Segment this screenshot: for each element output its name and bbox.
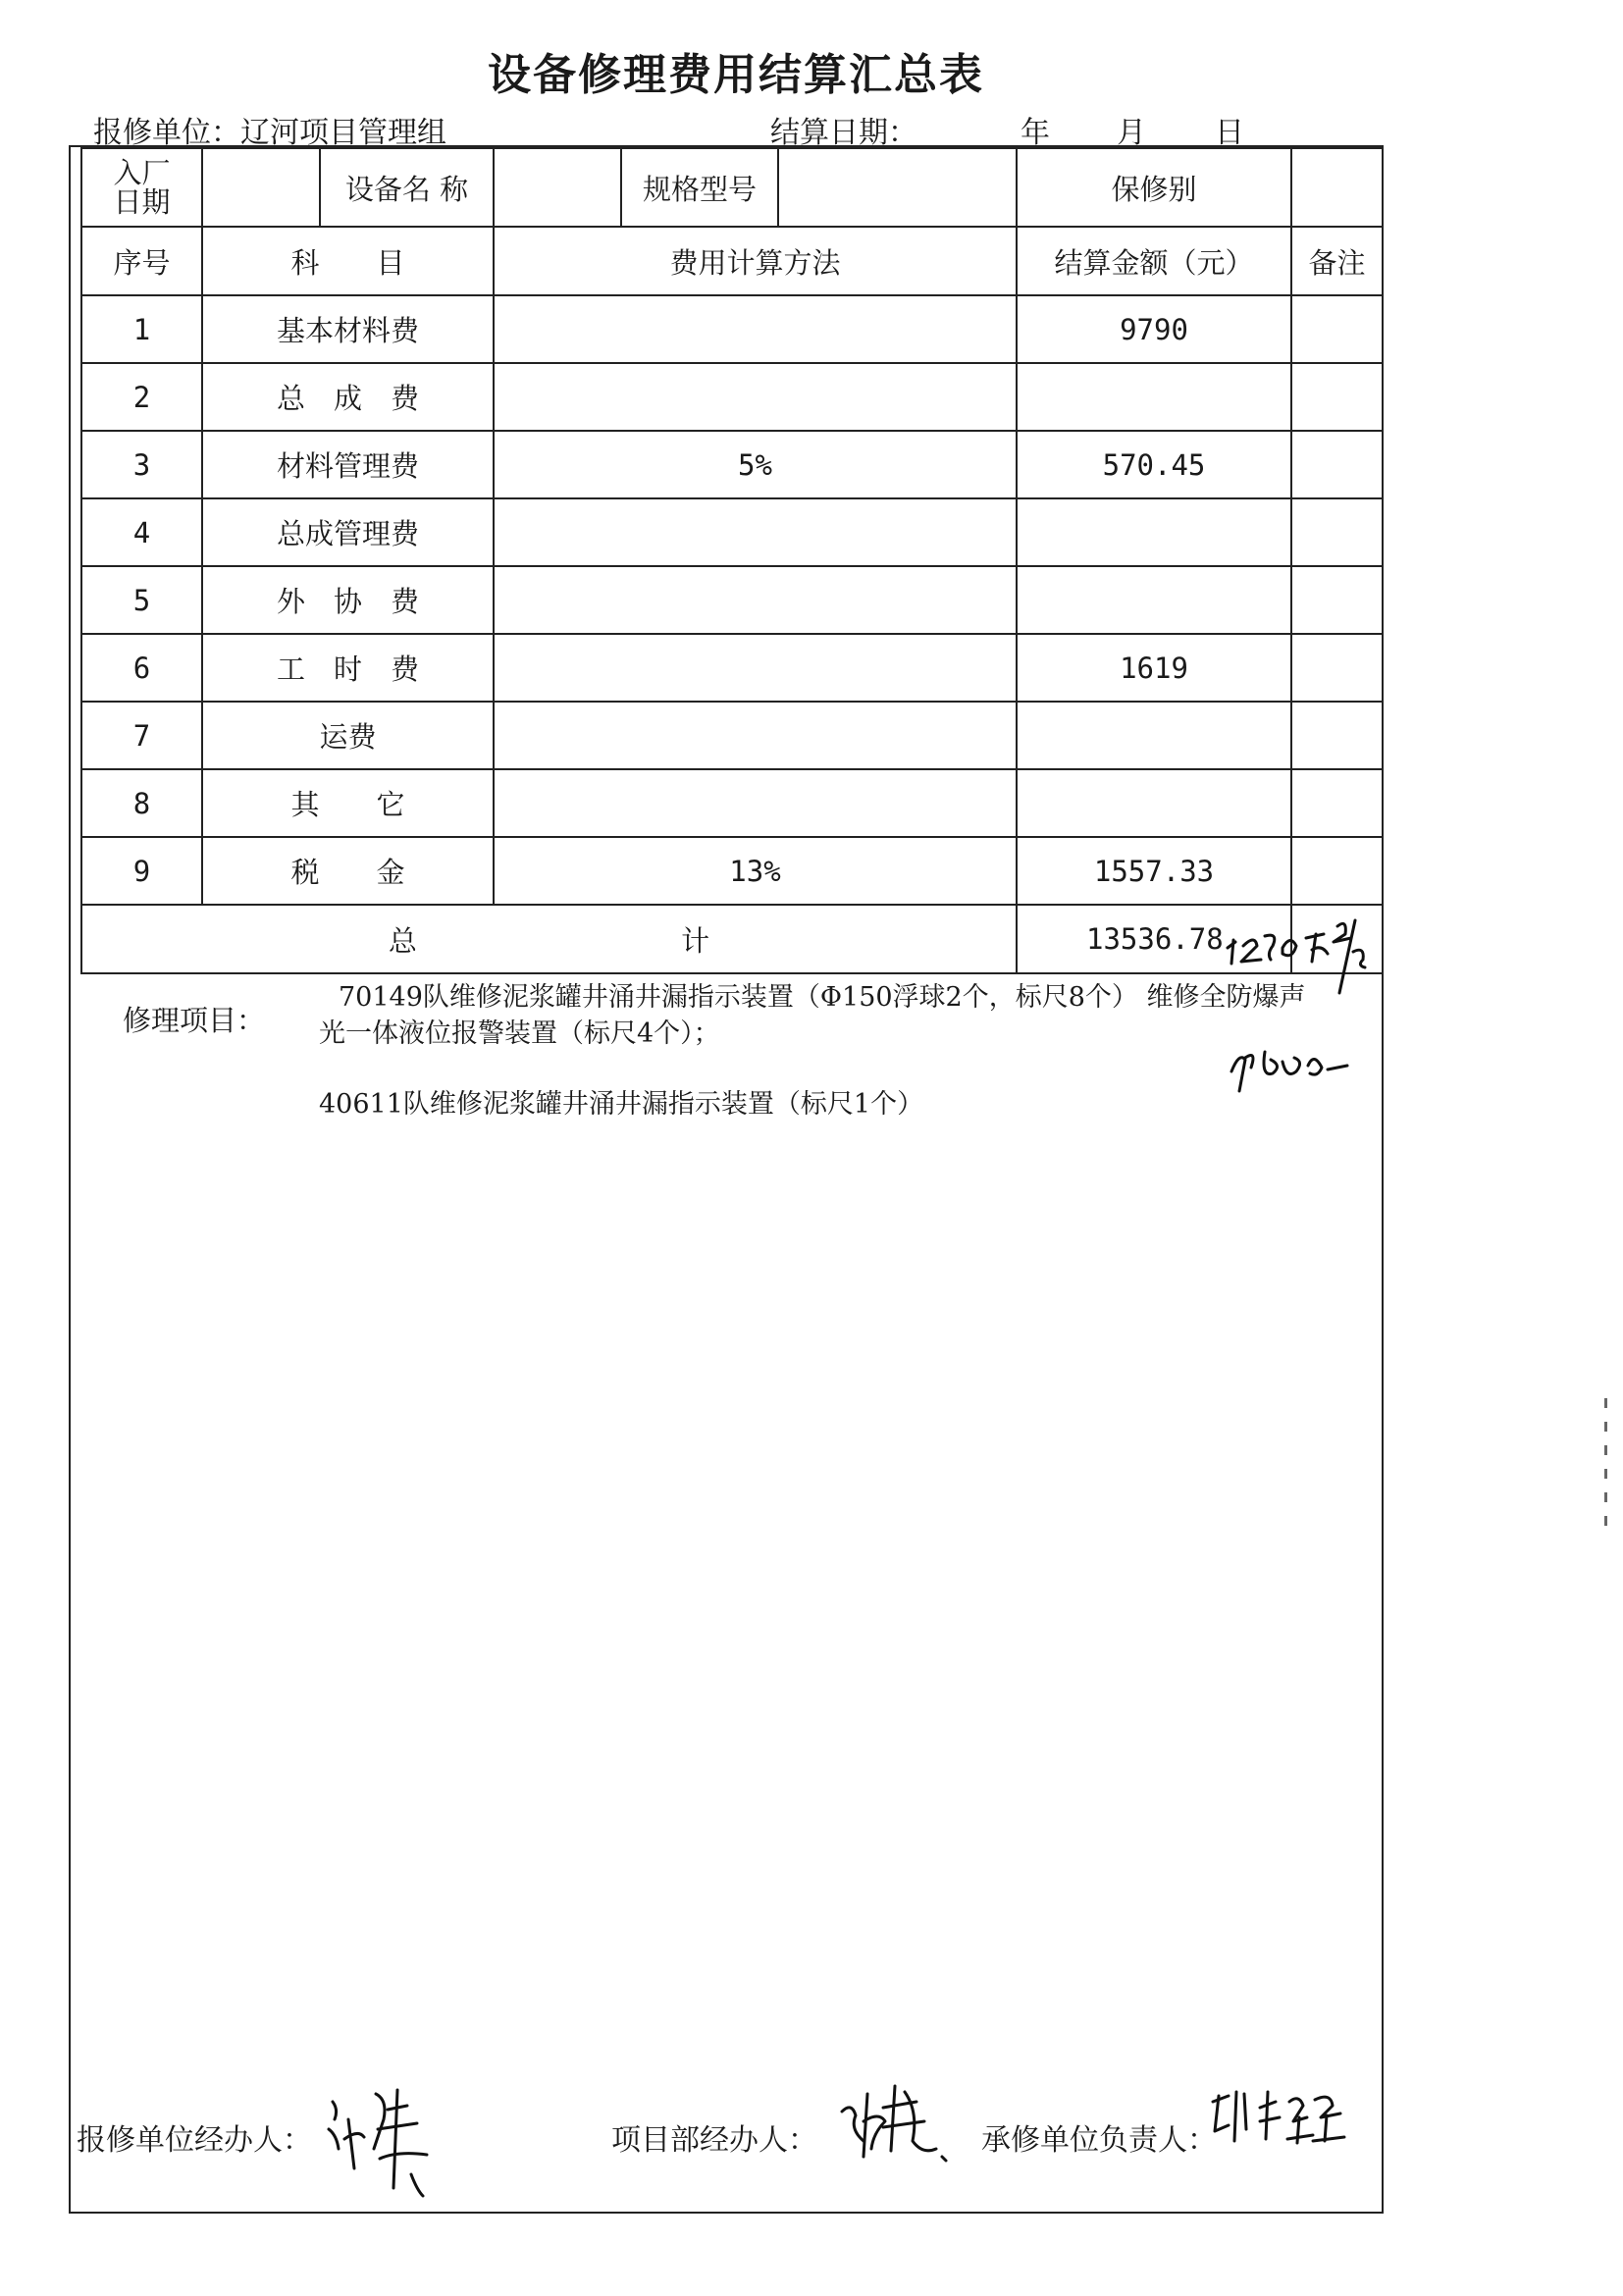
total-amount: 13536.78 — [1017, 905, 1291, 973]
document-title: 设备修理费用结算汇总表 — [488, 50, 984, 100]
row-amount: 1557.33 — [1017, 837, 1291, 905]
total-row — [81, 905, 1383, 973]
info-row — [81, 148, 1383, 227]
repair-items-label: 修理项目： — [123, 1004, 266, 1037]
row-no: 4 — [81, 498, 202, 566]
row-method — [494, 566, 1017, 634]
total-label — [81, 905, 1017, 973]
project-signature — [834, 2072, 971, 2180]
applicant-signature-label: 报修单位经办人： — [77, 2123, 312, 2158]
row-amount — [1017, 498, 1291, 566]
row-method: 13% — [494, 837, 1017, 905]
scan-edge-marks — [1604, 1398, 1608, 1539]
repair-item-line-3: 40611队维修泥浆罐井涌井漏指示装置（标尺1个） — [319, 1089, 924, 1120]
row-item: 其 它 — [202, 769, 494, 837]
date-month: 月 — [1117, 116, 1146, 150]
col-header-note: 备注 — [1291, 227, 1383, 295]
row-method — [494, 363, 1017, 431]
row-amount — [1017, 769, 1291, 837]
table-row — [81, 431, 1383, 498]
row-item: 总成管理费 — [202, 498, 494, 566]
handwritten-annotation — [1222, 905, 1384, 1101]
row-amount: 570.45 — [1017, 431, 1291, 498]
row-no: 1 — [81, 295, 202, 363]
row-note — [1291, 837, 1383, 905]
contractor-signature-label: 承修单位负责人： — [981, 2123, 1217, 2158]
row-no: 5 — [81, 566, 202, 634]
row-note — [1291, 431, 1383, 498]
total-label-a: 总 — [388, 923, 417, 958]
row-note — [1291, 769, 1383, 837]
row-method — [494, 498, 1017, 566]
col-header-no: 序号 — [81, 227, 202, 295]
row-no: 8 — [81, 769, 202, 837]
row-no: 7 — [81, 702, 202, 769]
row-note — [1291, 498, 1383, 566]
row-note — [1291, 363, 1383, 431]
row-amount — [1017, 702, 1291, 769]
row-note — [1291, 634, 1383, 702]
date-day: 日 — [1215, 116, 1244, 150]
repair-item-line-1: 70149队维修泥浆罐井涌井漏指示装置（Φ150浮球2个，标尺8个） 维修全防爆声 — [339, 982, 1306, 1013]
column-header-row — [81, 227, 1383, 295]
total-label-b: 计 — [681, 923, 710, 958]
applicant-signature — [319, 2080, 466, 2218]
row-item: 外 协 费 — [202, 566, 494, 634]
row-note — [1291, 566, 1383, 634]
spec-model-value — [778, 148, 1017, 227]
table-row — [81, 769, 1383, 837]
col-header-amount: 结算金额（元） — [1017, 227, 1291, 295]
equipment-name-value — [494, 148, 621, 227]
table-row — [81, 634, 1383, 702]
table-row — [81, 566, 1383, 634]
entry-date-label: 入厂日期 — [81, 148, 202, 227]
date-year: 年 — [1021, 116, 1050, 150]
project-signature-label: 项目部经办人： — [611, 2123, 817, 2158]
row-no: 2 — [81, 363, 202, 431]
spec-model-label: 规格型号 — [621, 148, 778, 227]
row-method — [494, 634, 1017, 702]
row-item: 总 成 费 — [202, 363, 494, 431]
table-row — [81, 837, 1383, 905]
row-item: 工 时 费 — [202, 634, 494, 702]
row-method — [494, 769, 1017, 837]
row-item: 材料管理费 — [202, 431, 494, 498]
repair-unit-value: 辽河项目管理组 — [240, 116, 446, 150]
row-no: 9 — [81, 837, 202, 905]
table-row — [81, 295, 1383, 363]
row-amount: 9790 — [1017, 295, 1291, 363]
col-header-method: 费用计算方法 — [494, 227, 1017, 295]
row-method — [494, 295, 1017, 363]
row-method: 5% — [494, 431, 1017, 498]
settlement-table — [80, 147, 1384, 974]
entry-date-value — [202, 148, 320, 227]
row-amount — [1017, 566, 1291, 634]
table-row — [81, 702, 1383, 769]
settlement-date-label: 结算日期： — [770, 116, 917, 150]
table-row — [81, 363, 1383, 431]
row-item: 运费 — [202, 702, 494, 769]
row-note — [1291, 702, 1383, 769]
warranty-label: 保修别 — [1017, 148, 1291, 227]
row-amount: 1619 — [1017, 634, 1291, 702]
row-note — [1291, 295, 1383, 363]
row-item: 基本材料费 — [202, 295, 494, 363]
warranty-value — [1291, 148, 1383, 227]
repair-item-line-2: 光一体液位报警装置（标尺4个）； — [319, 1018, 720, 1049]
row-amount — [1017, 363, 1291, 431]
table-row — [81, 498, 1383, 566]
row-item: 税 金 — [202, 837, 494, 905]
contractor-signature — [1205, 2082, 1352, 2161]
row-no: 3 — [81, 431, 202, 498]
row-no: 6 — [81, 634, 202, 702]
row-method — [494, 702, 1017, 769]
repair-unit-label: 报修单位： — [93, 116, 240, 150]
equipment-name-label: 设备名 称 — [320, 148, 494, 227]
col-header-item: 科 目 — [202, 227, 494, 295]
